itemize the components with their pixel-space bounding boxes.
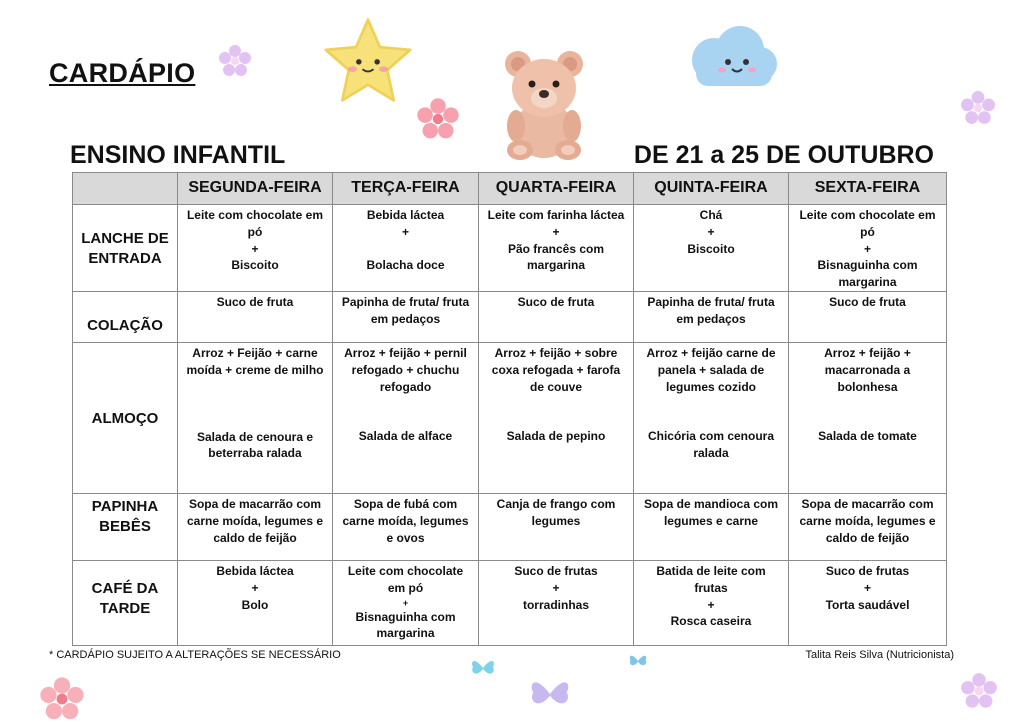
table-row — [73, 205, 947, 292]
menu-cell: Suco de fruta — [789, 291, 947, 342]
cloud-icon — [684, 22, 780, 92]
butterfly-icon — [470, 656, 496, 680]
day-header-wednesday: QUARTA-FEIRA — [479, 173, 634, 205]
star-icon — [322, 16, 414, 104]
menu-cell: Arroz + feijão + pernil refogado + chuchu refogado Salada de alface — [333, 342, 479, 493]
meal-label-cafe: CAFÉ DA TARDE — [73, 560, 178, 645]
school-level: ENSINO INFANTIL — [70, 141, 286, 169]
butterfly-icon — [528, 674, 572, 714]
flower-icon — [416, 97, 460, 141]
menu-cell: Leite com chocolate em pó + Bisnaguinha com margarina — [333, 560, 479, 645]
day-header-tuesday: TERÇA-FEIRA — [333, 173, 479, 205]
day-header-thursday: QUINTA-FEIRA — [634, 173, 789, 205]
menu-cell: Leite com farinha láctea + Pão francês com margarina — [479, 205, 634, 292]
disclaimer-note: * CARDÁPIO SUJEITO A ALTERAÇÕES SE NECESSÁRIO — [49, 649, 341, 661]
meal-label-papinha: PAPINHA BEBÊS — [73, 493, 178, 560]
menu-cell: Batida de leite com frutas + Rosca caseira — [634, 560, 789, 645]
table-row — [73, 291, 947, 342]
week-period: DE 21 a 25 DE OUTUBRO — [633, 141, 934, 169]
day-header-friday: SEXTA-FEIRA — [789, 173, 947, 205]
menu-cell: Papinha de fruta/ fruta em pedaços — [333, 291, 479, 342]
menu-cell: Chá + Biscoito — [634, 205, 789, 292]
weekly-menu-table — [72, 172, 947, 646]
table-row — [73, 560, 947, 645]
day-header-monday: SEGUNDA-FEIRA — [178, 173, 333, 205]
menu-cell: Leite com chocolate em pó + Bisnaguinha com margarina — [789, 205, 947, 292]
table-row — [73, 342, 947, 493]
menu-cell: Arroz + feijão + macarronada a bolonhesa Salada de tomate — [789, 342, 947, 493]
menu-cell: Leite com chocolate em pó + Biscoito — [178, 205, 333, 292]
menu-cell: Bebida láctea + Bolacha doce — [333, 205, 479, 292]
menu-cell: Papinha de fruta/ fruta em pedaços — [634, 291, 789, 342]
corner-cell — [73, 173, 178, 205]
menu-cell: Suco de fruta — [479, 291, 634, 342]
table-header-row — [73, 173, 947, 205]
menu-cell: Suco de frutas + torradinhas — [479, 560, 634, 645]
table-row — [73, 493, 947, 560]
menu-cell: Arroz + feijão carne de panela + salada de legumes cozido Chicória com cenoura ralada — [634, 342, 789, 493]
flower-icon — [960, 672, 998, 710]
menu-title: CARDÁPIO — [49, 58, 196, 88]
teddy-bear-icon — [498, 46, 590, 162]
menu-cell: Sopa de mandioca com legumes e carne — [634, 493, 789, 560]
menu-cell: Suco de frutas + Torta saudável — [789, 560, 947, 645]
menu-cell: Arroz + feijão + sobre coxa refogada + farofa de couve Salada de pepino — [479, 342, 634, 493]
meal-label-almoco: ALMOÇO — [73, 342, 178, 493]
nutritionist-signature: Talita Reis Silva (Nutricionista) — [805, 649, 954, 661]
menu-cell: Arroz + Feijão + carne moída + creme de milho Salada de cenoura e beterraba ralada — [178, 342, 333, 493]
meal-label-colacao: COLAÇÃO — [73, 291, 178, 342]
menu-cell: Suco de fruta — [178, 291, 333, 342]
menu-cell: Canja de frango com legumes — [479, 493, 634, 560]
menu-cell: Bebida láctea + Bolo — [178, 560, 333, 645]
menu-cell: Sopa de fubá com carne moída, legumes e ovos — [333, 493, 479, 560]
flower-icon — [960, 90, 996, 126]
meal-label-lanche: LANCHE DE ENTRADA — [73, 205, 178, 292]
butterfly-icon — [628, 652, 648, 670]
flower-icon — [218, 44, 252, 78]
menu-cell: Sopa de macarrão com carne moída, legumes e caldo de feijão — [178, 493, 333, 560]
menu-cell: Sopa de macarrão com carne moída, legumes e caldo de feijão — [789, 493, 947, 560]
flower-icon — [32, 676, 92, 722]
